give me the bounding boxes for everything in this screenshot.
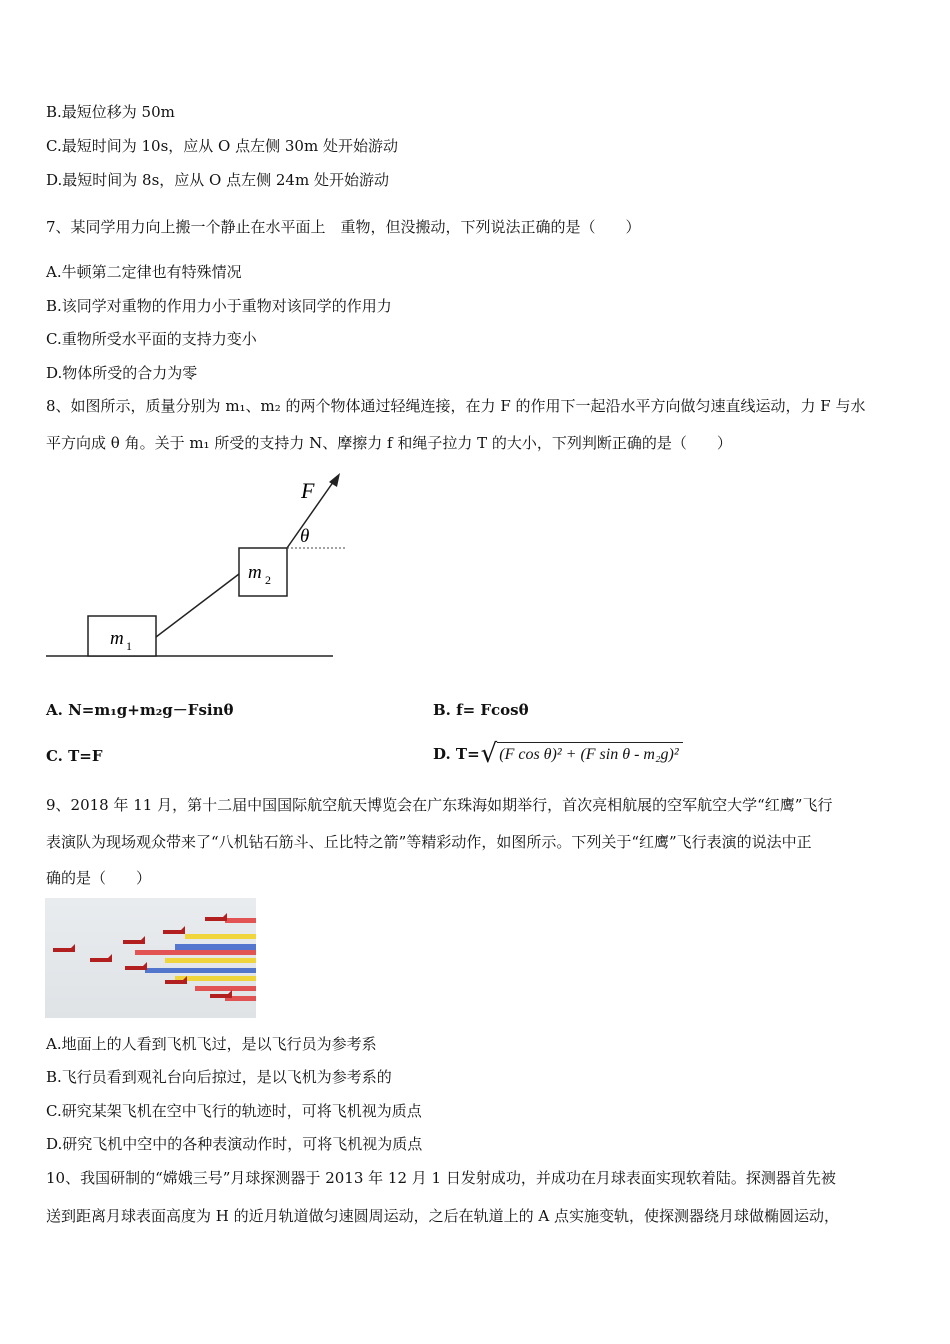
q6-option-b: B.最短位移为 50m bbox=[46, 103, 175, 121]
force-label: F bbox=[301, 478, 315, 503]
block-m2-label: m bbox=[248, 562, 262, 583]
q8-option-d-prefix: D. T= bbox=[433, 744, 480, 763]
block-m1-label: m bbox=[110, 628, 124, 649]
airshow-formation-drawing bbox=[45, 898, 256, 1018]
q7-option-a: A.牛顿第二定律也有特殊情况 bbox=[46, 263, 242, 281]
q9-option-d: D.研究飞机中空中的各种表演动作时，可将飞机视为质点 bbox=[46, 1135, 423, 1153]
block-m2 bbox=[239, 548, 287, 596]
q9-stem-line3: 确的是（ ） bbox=[46, 869, 152, 887]
q8-stem-line2: 平方向成 θ 角。关于 m₁ 所受的支持力 N、摩擦力 f 和绳子拉力 T 的大小，下列判断正确的是（ ） bbox=[46, 434, 732, 452]
block-m2-subscript: 2 bbox=[265, 573, 271, 587]
q7-option-c: C.重物所受水平面的支持力变小 bbox=[46, 330, 257, 348]
q9-option-a: A.地面上的人看到飞机飞过，是以飞行员为参考系 bbox=[46, 1035, 377, 1053]
q7-option-b: B.该同学对重物的作用力小于重物对该同学的作用力 bbox=[46, 297, 392, 315]
airshow-photo bbox=[45, 898, 256, 1018]
rope-line bbox=[156, 574, 239, 637]
q6-option-c: C.最短时间为 10s，应从 O 点左侧 30m 处开始游动 bbox=[46, 137, 398, 155]
q8-option-d-formula: (F cos θ)² + (F sin θ - m₂g)² bbox=[497, 742, 682, 765]
q7-option-d: D.物体所受的合力为零 bbox=[46, 364, 198, 382]
q10-stem-line2: 送到距离月球表面高度为 H 的近月轨道做匀速圆周运动，之后在轨道上的 A 点实施变轨，使探测器绕月球做椭圆运动， bbox=[46, 1207, 839, 1225]
q7-stem: 7、某同学用力向上搬一个静止在水平面上 重物，但没搬动，下列说法正确的是（ ） bbox=[46, 218, 641, 236]
block-m1-subscript: 1 bbox=[126, 639, 132, 653]
q8-stem-line1: 8、如图所示，质量分别为 m₁、m₂ 的两个物体通过轻绳连接，在力 F 的作用下一起沿水平方向做匀速直线运动，力 F 与水 bbox=[46, 397, 866, 415]
q6-option-d: D.最短时间为 8s，应从 O 点左侧 24m 处开始游动 bbox=[46, 171, 389, 189]
sqrt-sign: √ bbox=[480, 738, 498, 769]
q8-option-a: A. N=m₁g+m₂g－Fsinθ bbox=[46, 701, 234, 719]
q8-force-diagram bbox=[40, 470, 350, 665]
q9-stem-line1: 9、2018 年 11 月，第十二届中国国际航空航天博览会在广东珠海如期举行，首次亮相航展的空军航空大学“红鹰”飞行 bbox=[46, 796, 833, 814]
q9-stem-line2: 表演队为现场观众带来了“八机钻石筋斗、丘比特之箭”等精彩动作，如图所示。下列关于“红鹰”飞行表演的说法中正 bbox=[46, 833, 812, 851]
angle-label: θ bbox=[300, 526, 310, 547]
q9-option-c: C.研究某架飞机在空中飞行的轨迹时，可将飞机视为质点 bbox=[46, 1102, 422, 1120]
q8-option-c: C. T=F bbox=[46, 747, 103, 765]
q8-option-d bbox=[433, 738, 683, 769]
q9-option-b: B.飞行员看到观礼台向后掠过，是以飞机为参考系的 bbox=[46, 1068, 392, 1086]
q10-stem-line1: 10、我国研制的“嫦娥三号”月球探测器于 2013 年 12 月 1 日发射成功，并成功在月球表面实现软着陆。探测器首先被 bbox=[46, 1169, 836, 1187]
q8-option-b: B. f= Fcosθ bbox=[433, 701, 529, 719]
